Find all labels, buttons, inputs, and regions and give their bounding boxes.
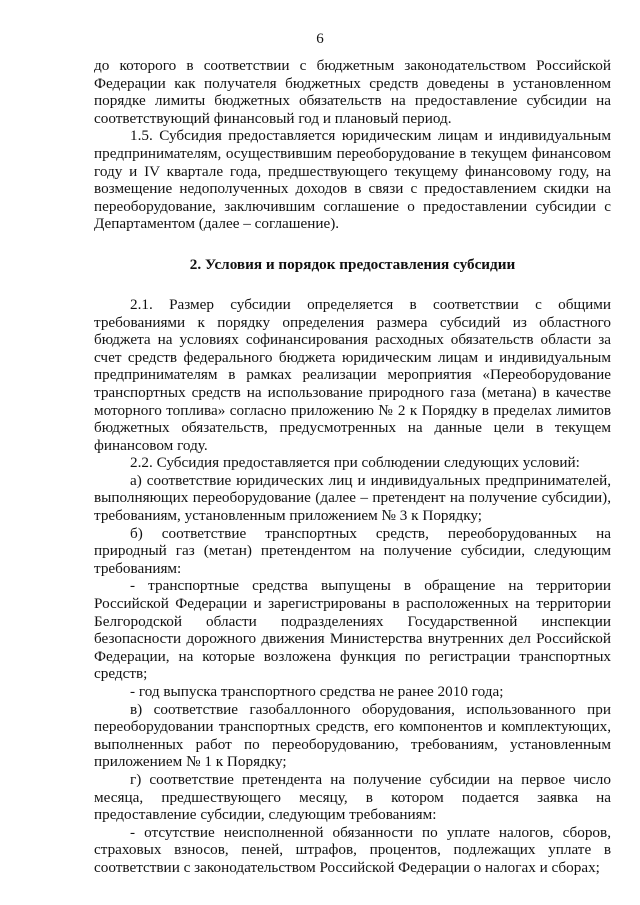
condition-b-item-year: - год выпуска транспортного средства не ранее 2010 года; [130,683,504,700]
paragraph-2-1: 2.1. Размер субсидии определяется в соответствии с общими требованиями к порядку определения размера субсидий из областного бюджета на условиях софинансирования расходных обязательств области за счет средств федерального бюджета юридическим лицам и индивидуальным предпринимателям в рамках реализации мероприятия «Переоборудование транспортных средств на использование природного газа (метана) в качестве моторного топлива» согласно приложению № 2 к Порядку в пределах лимитов бюджетных обязательств, предусмотренных на данные цели в текущем финансовом году. [94,295,611,454]
condition-v: в) соответствие газобаллонного оборудования, использованного при переоборудовании транспортных средств, его компонентов и комплектующих, выполненных работ по переоборудованию, требованиям, установленным приложением № 1 к Порядку; [94,700,611,771]
paragraph-1-5: 1.5. Субсидия предоставляется юридическим лицам и индивидуальным предпринимателям, осуществившим переоборудование в текущем финансовом году и IV квартале года, предшествующего текущему финансовому году, на возмещение недополученных доходов в связи с предоставлением скидки на переоборудование, заключившим соглашение о предоставлении субсидии с Департаментом (далее – соглашение). [94,127,611,233]
condition-g: г) соответствие претендента на получение субсидии на первое число месяца, предшествующего месяцу, в котором подается заявка на предоставление субсидии, следующим требованиям: [94,770,611,824]
paragraph-continuation: до которого в соответствии с бюджетным законодательством Российской Федерации как получателя бюджетных средств доведены в установленном порядке лимиты бюджетных обязательств на предоставление субсидии на соответствующий финансовый год и плановый период. [94,57,611,127]
document-body [94,57,611,877]
condition-b-item-registration: - транспортные средства выпущены в обращение на территории Российской Федерации и зарегистрированы в расположенных на территории Белгородской области подразделениях Государственной инспекции безопасности дорожного движения Министерства внутренних дел Российской Федерации, на которые возложена функция по регистрации транспортных средств; [94,577,611,683]
condition-a: а) соответствие юридических лиц и индивидуальных предпринимателей, выполняющих переоборудование (далее – претендент на получение субсидии), требованиям, установленным приложением № 3 к Порядку; [94,471,611,525]
paragraph-2-2: 2.2. Субсидия предоставляется при соблюдении следующих условий: [130,454,580,472]
page-number: 6 [316,31,324,47]
section-heading: 2. Условия и порядок предоставления субсидии [189,255,516,273]
condition-g-item-taxes: - отсутствие неисполненной обязанности по уплате налогов, сборов, страховых взносов, пеней, штрафов, процентов, подлежащих уплате в соответствии с законодательством Российской Федерации о налогах и сборах; [94,823,611,876]
condition-b: б) соответствие транспортных средств, переоборудованных на природный газ (метан) претендентом на получение субсидии, следующим требованиям: [94,524,611,577]
